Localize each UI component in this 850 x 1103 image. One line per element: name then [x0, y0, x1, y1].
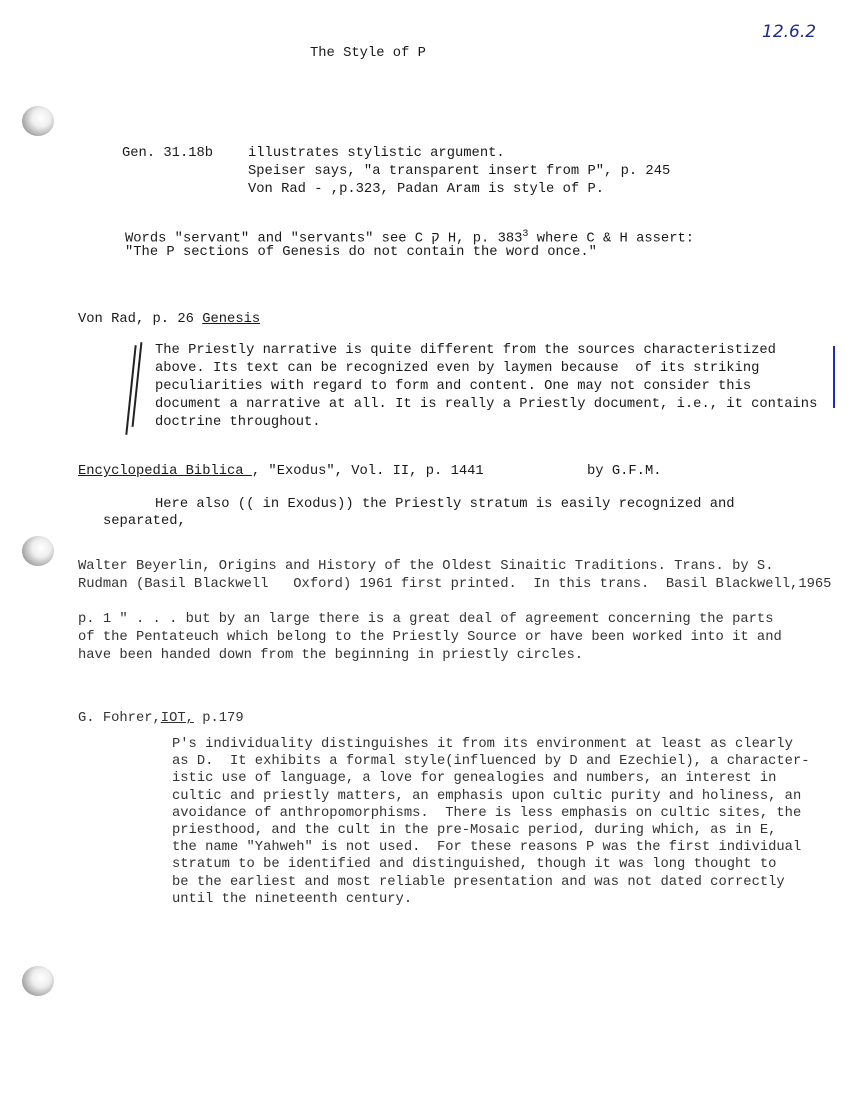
punch-hole [22, 966, 54, 996]
quote-line: peculiarities with regard to form and content. One may not consider this [155, 379, 752, 394]
quote-line: The Priestly narrative is quite different from the sources characteristized [155, 343, 776, 358]
words-line: "The P sections of Genesis do not contain the word once." [125, 245, 597, 260]
beyerlin-quote: p. 1 " . . . but by an large there is a great deal of agreement concerning the parts [78, 612, 774, 627]
fohrer-line: as D. It exhibits a formal style(influenced by D and Ezechiel), a character- [172, 754, 810, 769]
punch-hole [22, 106, 54, 136]
footnote-mark: 3 [522, 229, 529, 240]
handwritten-note: 12.6.2 [762, 22, 817, 42]
words-text: Words "servant" and "servants" see C ק H, p. 383 [125, 231, 523, 247]
book-title: Encyclopedia Biblica_ [78, 464, 252, 479]
encyclopedia-text: Here also (( in Exodus)) the Priestly stratum is easily recognized and [155, 497, 735, 512]
fohrer-line: stratum to be identified and distinguished, though it was long thought to [172, 857, 777, 872]
quote-line: above. Its text can be recognized even by laymen because of its striking [155, 361, 760, 376]
encyclopedia-author: by G.F.M. [587, 464, 662, 479]
book-title: IOT, [160, 711, 194, 726]
heading-text: Von Rad, p. 26 [78, 312, 203, 327]
beyerlin-quote: have been handed down from the beginning in priestly circles. [78, 648, 584, 663]
fohrer-line: be the earliest and most reliable presentation and was not dated correctly [172, 875, 785, 890]
quote-line: document a narrative at all. It is really a Priestly document, i.e., it contains [155, 397, 818, 412]
gen-line: illustrates stylistic argument. [248, 146, 505, 161]
fohrer-line: the name "Yahweh" is not used. For these reasons P was the first individual [172, 840, 802, 855]
heading-text: p.179 [193, 711, 244, 726]
fohrer-line: istic use of language, a love for genealogies and numbers, an interest in [172, 771, 777, 786]
fohrer-line: until the nineteenth century. [172, 892, 413, 907]
gen-line: Von Rad - ,p.323, Padan Aram is style of P. [248, 182, 605, 197]
beyerlin-quote: of the Pentateuch which belong to the Priestly Source or have been worked into it and [78, 630, 782, 645]
words-text: where C & H assert: [528, 231, 695, 247]
page-title: The Style of P [310, 46, 426, 61]
fohrer-line: cultic and priestly matters, an emphasis upon cultic purity and holiness, an [172, 789, 802, 804]
book-title: Genesis [202, 312, 261, 327]
beyerlin-line: Walter Beyerlin, Origins and History of the Oldest Sinaitic Traditions. Trans. by S. [78, 559, 774, 574]
fohrer-line: avoidance of anthropomorphisms. There is less emphasis on cultic sites, the [172, 806, 802, 821]
heading-text: G. Fohrer, [78, 711, 161, 726]
quote-line: doctrine throughout. [155, 415, 321, 430]
encyclopedia-text: separated, [103, 514, 186, 529]
margin-mark-blue [833, 346, 835, 408]
fohrer-heading [78, 711, 244, 727]
heading-text: , "Exodus", Vol. II, p. 1441 [251, 464, 484, 479]
fohrer-line: P's individuality distinguishes it from its environment at least as clearly [172, 737, 793, 752]
encyclopedia-heading [78, 464, 484, 480]
gen-line: Speiser says, "a transparent insert from P", p. 245 [248, 164, 671, 179]
vonrad-heading [78, 312, 260, 328]
gen-ref: Gen. 31.18b [122, 146, 214, 161]
punch-hole [22, 536, 54, 566]
beyerlin-line: Rudman (Basil Blackwell Oxford) 1961 first printed. In this trans. Basil Blackwell,1965 [78, 577, 832, 592]
fohrer-line: priesthood, and the cult in the pre-Mosaic period, during which, as in E, [172, 823, 777, 838]
